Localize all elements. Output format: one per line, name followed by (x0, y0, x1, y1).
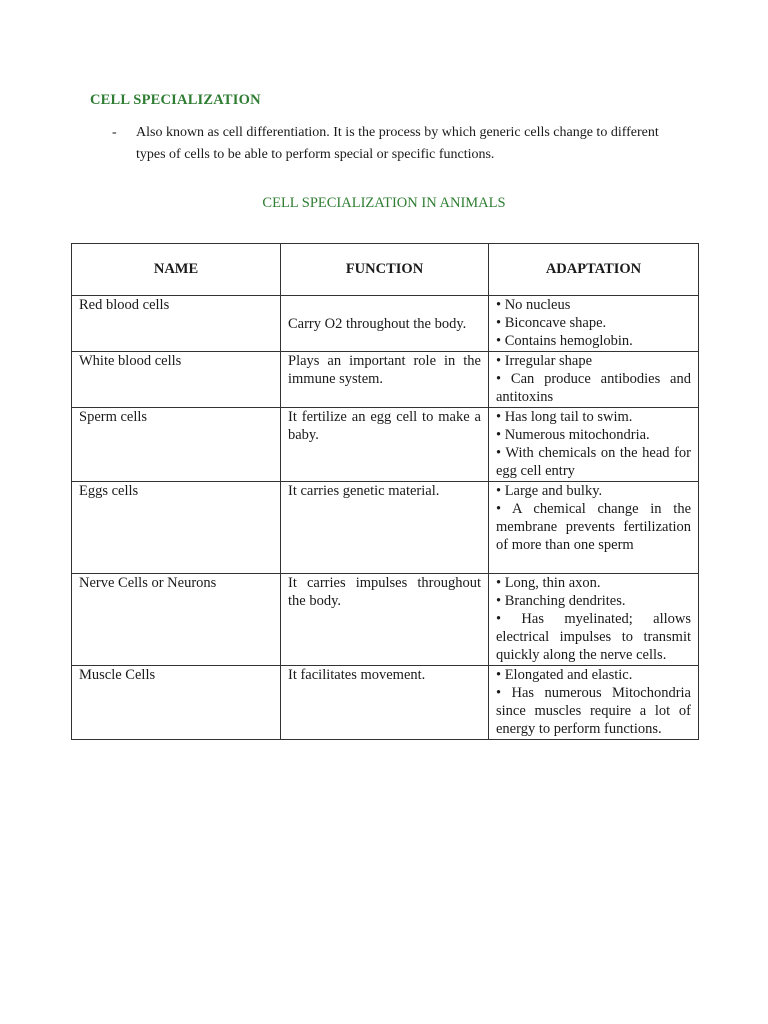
cell-name: Red blood cells (72, 296, 281, 352)
header-function: FUNCTION (281, 244, 489, 296)
adaptation-item: • Irregular shape (496, 353, 593, 369)
adaptation-item: • Branching dendrites. (496, 592, 626, 609)
intro-text: Also known as cell differentiation. It is the process by which generic cells change to different types of cells to be able to perform special or specific functions. (136, 125, 659, 162)
cell-function: Plays an important role in the immune system. (281, 352, 489, 408)
cell-adaptation (489, 407, 699, 481)
cell-name: Eggs cells (72, 481, 281, 573)
adaptation-item: • A chemical change in the membrane prevents fertilization of more than one sperm (496, 500, 691, 554)
section-subheading: CELL SPECIALIZATION IN ANIMALS (262, 195, 506, 211)
intro-bullet (112, 122, 672, 165)
cell-name: White blood cells (72, 352, 281, 408)
cell-adaptation (489, 665, 699, 739)
adaptation-item: • Large and bulky. (496, 482, 603, 499)
cell-adaptation (489, 573, 699, 665)
cell-adaptation (489, 352, 699, 408)
table-row (72, 573, 699, 665)
adaptation-item: • No nucleus (496, 297, 571, 313)
cell-adaptation (489, 481, 699, 573)
header-name: NAME (72, 244, 281, 296)
adaptation-item: • Biconcave shape. (496, 315, 607, 332)
adaptation-item: • Contains hemoglobin. (496, 333, 633, 350)
cell-function: It carries impulses throughout the body. (281, 573, 489, 665)
adaptation-item: • Has numerous Mitochondria since muscles require a lot of energy to perform functions. (496, 684, 691, 738)
table-row (72, 481, 699, 573)
cell-name: Muscle Cells (72, 665, 281, 739)
table-row (72, 352, 699, 408)
cell-function: Carry O2 throughout the body. (281, 296, 489, 352)
table-header-row (72, 244, 699, 296)
adaptation-item: • Long, thin axon. (496, 574, 601, 591)
table-row (72, 296, 699, 352)
cell-name: Sperm cells (72, 407, 281, 481)
adaptation-item: • Has myelinated; allows electrical impulses to transmit quickly along the nerve cells. (496, 611, 691, 664)
cell-adaptation (489, 296, 699, 352)
cell-function: It facilitates movement. (281, 665, 489, 739)
adaptation-item: • Has long tail to swim. (496, 408, 633, 425)
cell-function: It carries genetic material. (281, 481, 489, 573)
table-row (72, 665, 699, 739)
adaptation-item: • With chemicals on the head for egg cell entry (496, 445, 691, 480)
table-row (72, 407, 699, 481)
adaptation-item: • Numerous mitochondria. (496, 426, 650, 443)
cell-specialization-table (71, 243, 699, 740)
bullet-dash: - (112, 125, 117, 140)
cell-function: It fertilize an egg cell to make a baby. (281, 407, 489, 481)
adaptation-item: • Elongated and elastic. (496, 666, 633, 683)
adaptation-item: • Can produce antibodies and antitoxins (496, 371, 691, 406)
cell-name: Nerve Cells or Neurons (72, 573, 281, 665)
page-heading: CELL SPECIALIZATION (90, 92, 261, 108)
header-adaptation: ADAPTATION (489, 244, 699, 296)
